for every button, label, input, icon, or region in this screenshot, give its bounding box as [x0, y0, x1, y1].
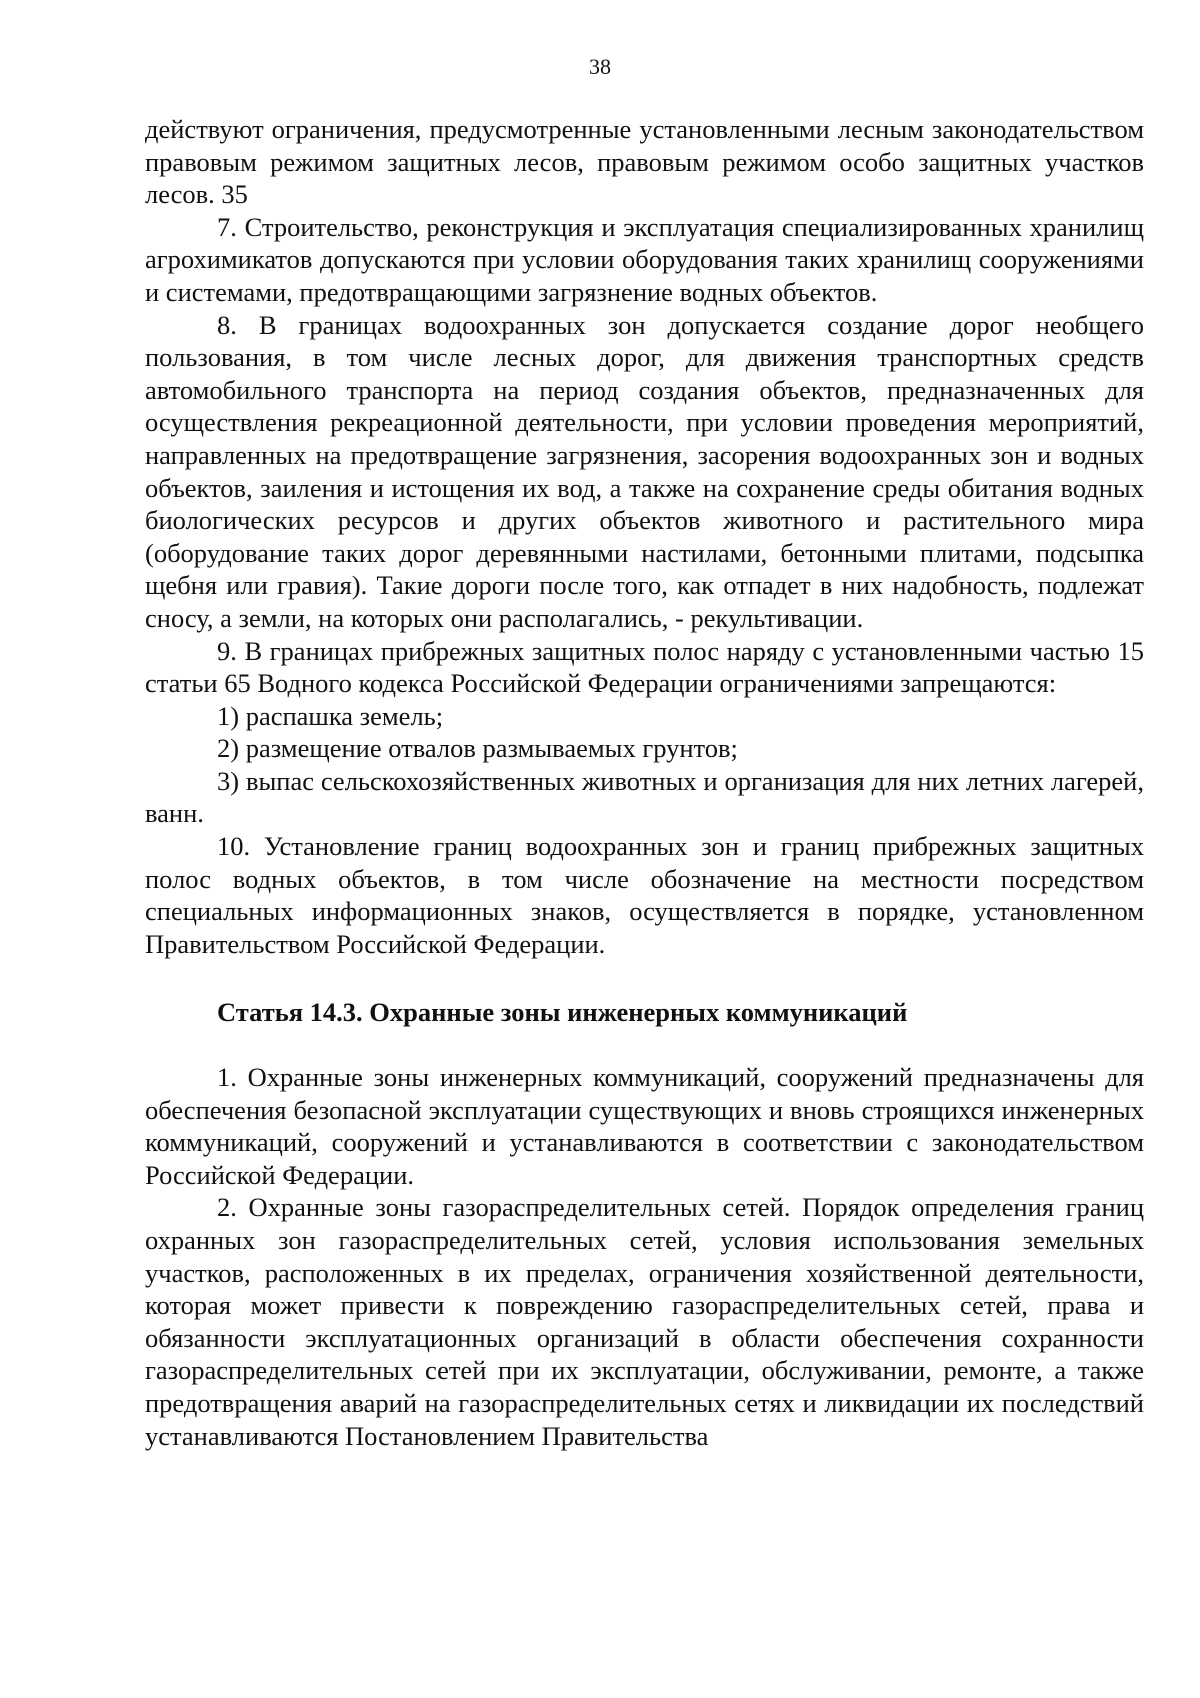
article-paragraph-1: 1. Охранные зоны инженерных коммуникаций, сооружений предназначены для обеспечения безопасной эксплуатации существующих и вновь строящихся инженерных коммуникаций, сооружений и устанавливаются в соответствии с законодательством Российской Федерации.	[145, 1062, 1144, 1190]
list-item-3: 3) выпас сельскохозяйственных животных и организация для них летних лагерей, ванн.	[145, 765, 1144, 829]
list-item-2: 2) размещение отвалов размываемых грунтов;	[217, 733, 738, 764]
document-body	[145, 113, 1144, 1452]
paragraph-item-9: 9. В границах прибрежных защитных полос наряду с установленными частью 15 статьи 65 Водного кодекса Российской Федерации ограничениями запрещаются:	[145, 635, 1144, 699]
page-number: 38	[589, 54, 611, 79]
paragraph-item-8: 8. В границах водоохранных зон допускается создание дорог необщего пользования, в том числе лесных дорог, для движения транспортных средств автомобильного транспорта на период создания объектов, предназначенных для осуществления рекреационной деятельности, при условии проведения мероприятий, направленных на предотвращение загрязнения, засорения водоохранных зон и водных объектов, заиления и истощения их вод, а также на сохранение среды обитания водных биологических ресурсов и других объектов животного и растительного мира (оборудование таких дорог деревянными настилами, бетонными плитами, подсыпка щебня или гравия). Такие дороги после того, как отпадет в них надобность, подлежат сносу, а земли, на которых они располагались, - рекультивации.	[145, 309, 1144, 633]
paragraph-continuation	[145, 113, 1144, 211]
paragraph-item-7: 7. Строительство, реконструкция и эксплуатация специализированных хранилищ агрохимикатов допускаются при условии оборудования таких хранилищ сооружениями и системами, предотвращающими загрязнение водных объектов.	[145, 211, 1144, 307]
list-item-1: 1) распашка земель;	[217, 700, 444, 731]
margin-note: 35	[221, 179, 248, 210]
paragraph-item-10: 10. Установление границ водоохранных зон и границ прибрежных защитных полос водных объектов, в том числе обозначение на местности посредством специальных информационных знаков, осуществляется в порядке, установленном Правительством Российской Федерации.	[145, 831, 1144, 959]
article-heading: Статья 14.3. Охранные зоны инженерных коммуникаций	[217, 997, 908, 1028]
paragraph-text: действуют ограничения, предусмотренные установленными лесным законодательством правовым режимом защитных лесов, правовым режимом особо защитных участков лесов.	[145, 114, 1144, 210]
article-paragraph-2: 2. Охранные зоны газораспределительных сетей. Порядок определения границ охранных зон газораспределительных сетей, условия использования земельных участков, расположенных в их пределах, ограничения хозяйственной деятельности, которая может привести к повреждению газораспределительных сетей, права и обязанности эксплуатационных организаций в области обеспечения сохранности газораспределительных сетей при их эксплуатации, обслуживании, ремонте, а также предотвращения аварий на газораспределительных сетях и ликвидации их последствий устанавливаются Постановлением Правительства	[145, 1192, 1144, 1451]
